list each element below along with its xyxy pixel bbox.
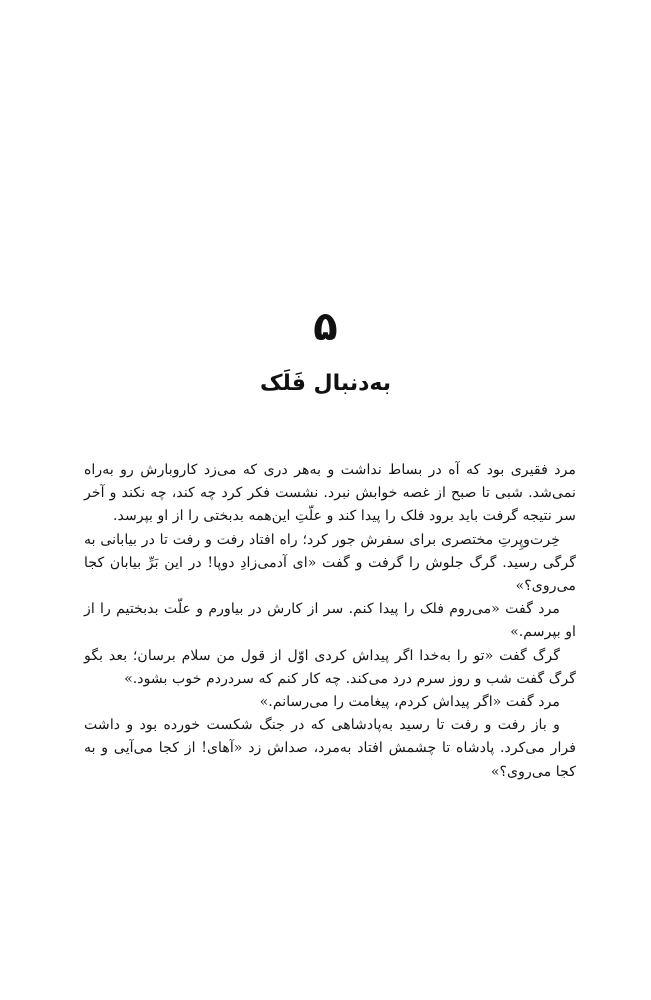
chapter-body bbox=[84, 459, 576, 784]
paragraph: مرد گفت «می‌روم فلک را پیدا کنم. سر از کارش در بیاورم و علّت بدبختیم را از او بپرسم.» bbox=[84, 601, 576, 641]
paragraph: گرگ گفت «تو را به‌خدا اگر پیداش کردی اوّل از قول من سلام برسان؛ بعد بگو گرگ گفت شب و روز سرم درد می‌کند. چه کار کنم که سردردم خوب بشود.» bbox=[84, 647, 576, 687]
paragraph: مرد گفت «اگر پیداش کردم، پیغامت را می‌رسانم.» bbox=[259, 694, 560, 711]
paragraph: و باز رفت و رفت تا رسید به‌پادشاهی که در جنگ شکست خورده بود و داشت فرار می‌کرد. پادشاه تا چشمش افتاد به‌مرد، صداش زد «آهای! از کجا می‌آیی و به کجا می‌روی؟» bbox=[84, 717, 576, 780]
paragraph: خِرت‌وپِرتِ مختصری برای سفرش جور کرد؛ راه افتاد رفت و رفت تا در بیابانی به گرگی رسید. گرگ جلوش را گرفت و گفت «ای آدمی‌زادِ دوپا! در این بَرِّ بیابان کجا می‌روی؟» bbox=[84, 531, 576, 595]
chapter-title: به‌دنبال فَلَک bbox=[259, 371, 392, 396]
chapter-number: ۵ bbox=[313, 304, 338, 350]
paragraph: مرد فقیری بود که آه در بساط نداشت و به‌هر دری که می‌زد کاروبارش رو به‌راه نمی‌شد. شبی تا صبح از غصه خوابش نبرد. نشست فکر کرد چه کند، چه نکند و آخر سر نتیجه گرفت باید برود فلک را پیدا کند و علّتِ این‌همه بدبختی را از او بپرسد. bbox=[84, 462, 576, 525]
